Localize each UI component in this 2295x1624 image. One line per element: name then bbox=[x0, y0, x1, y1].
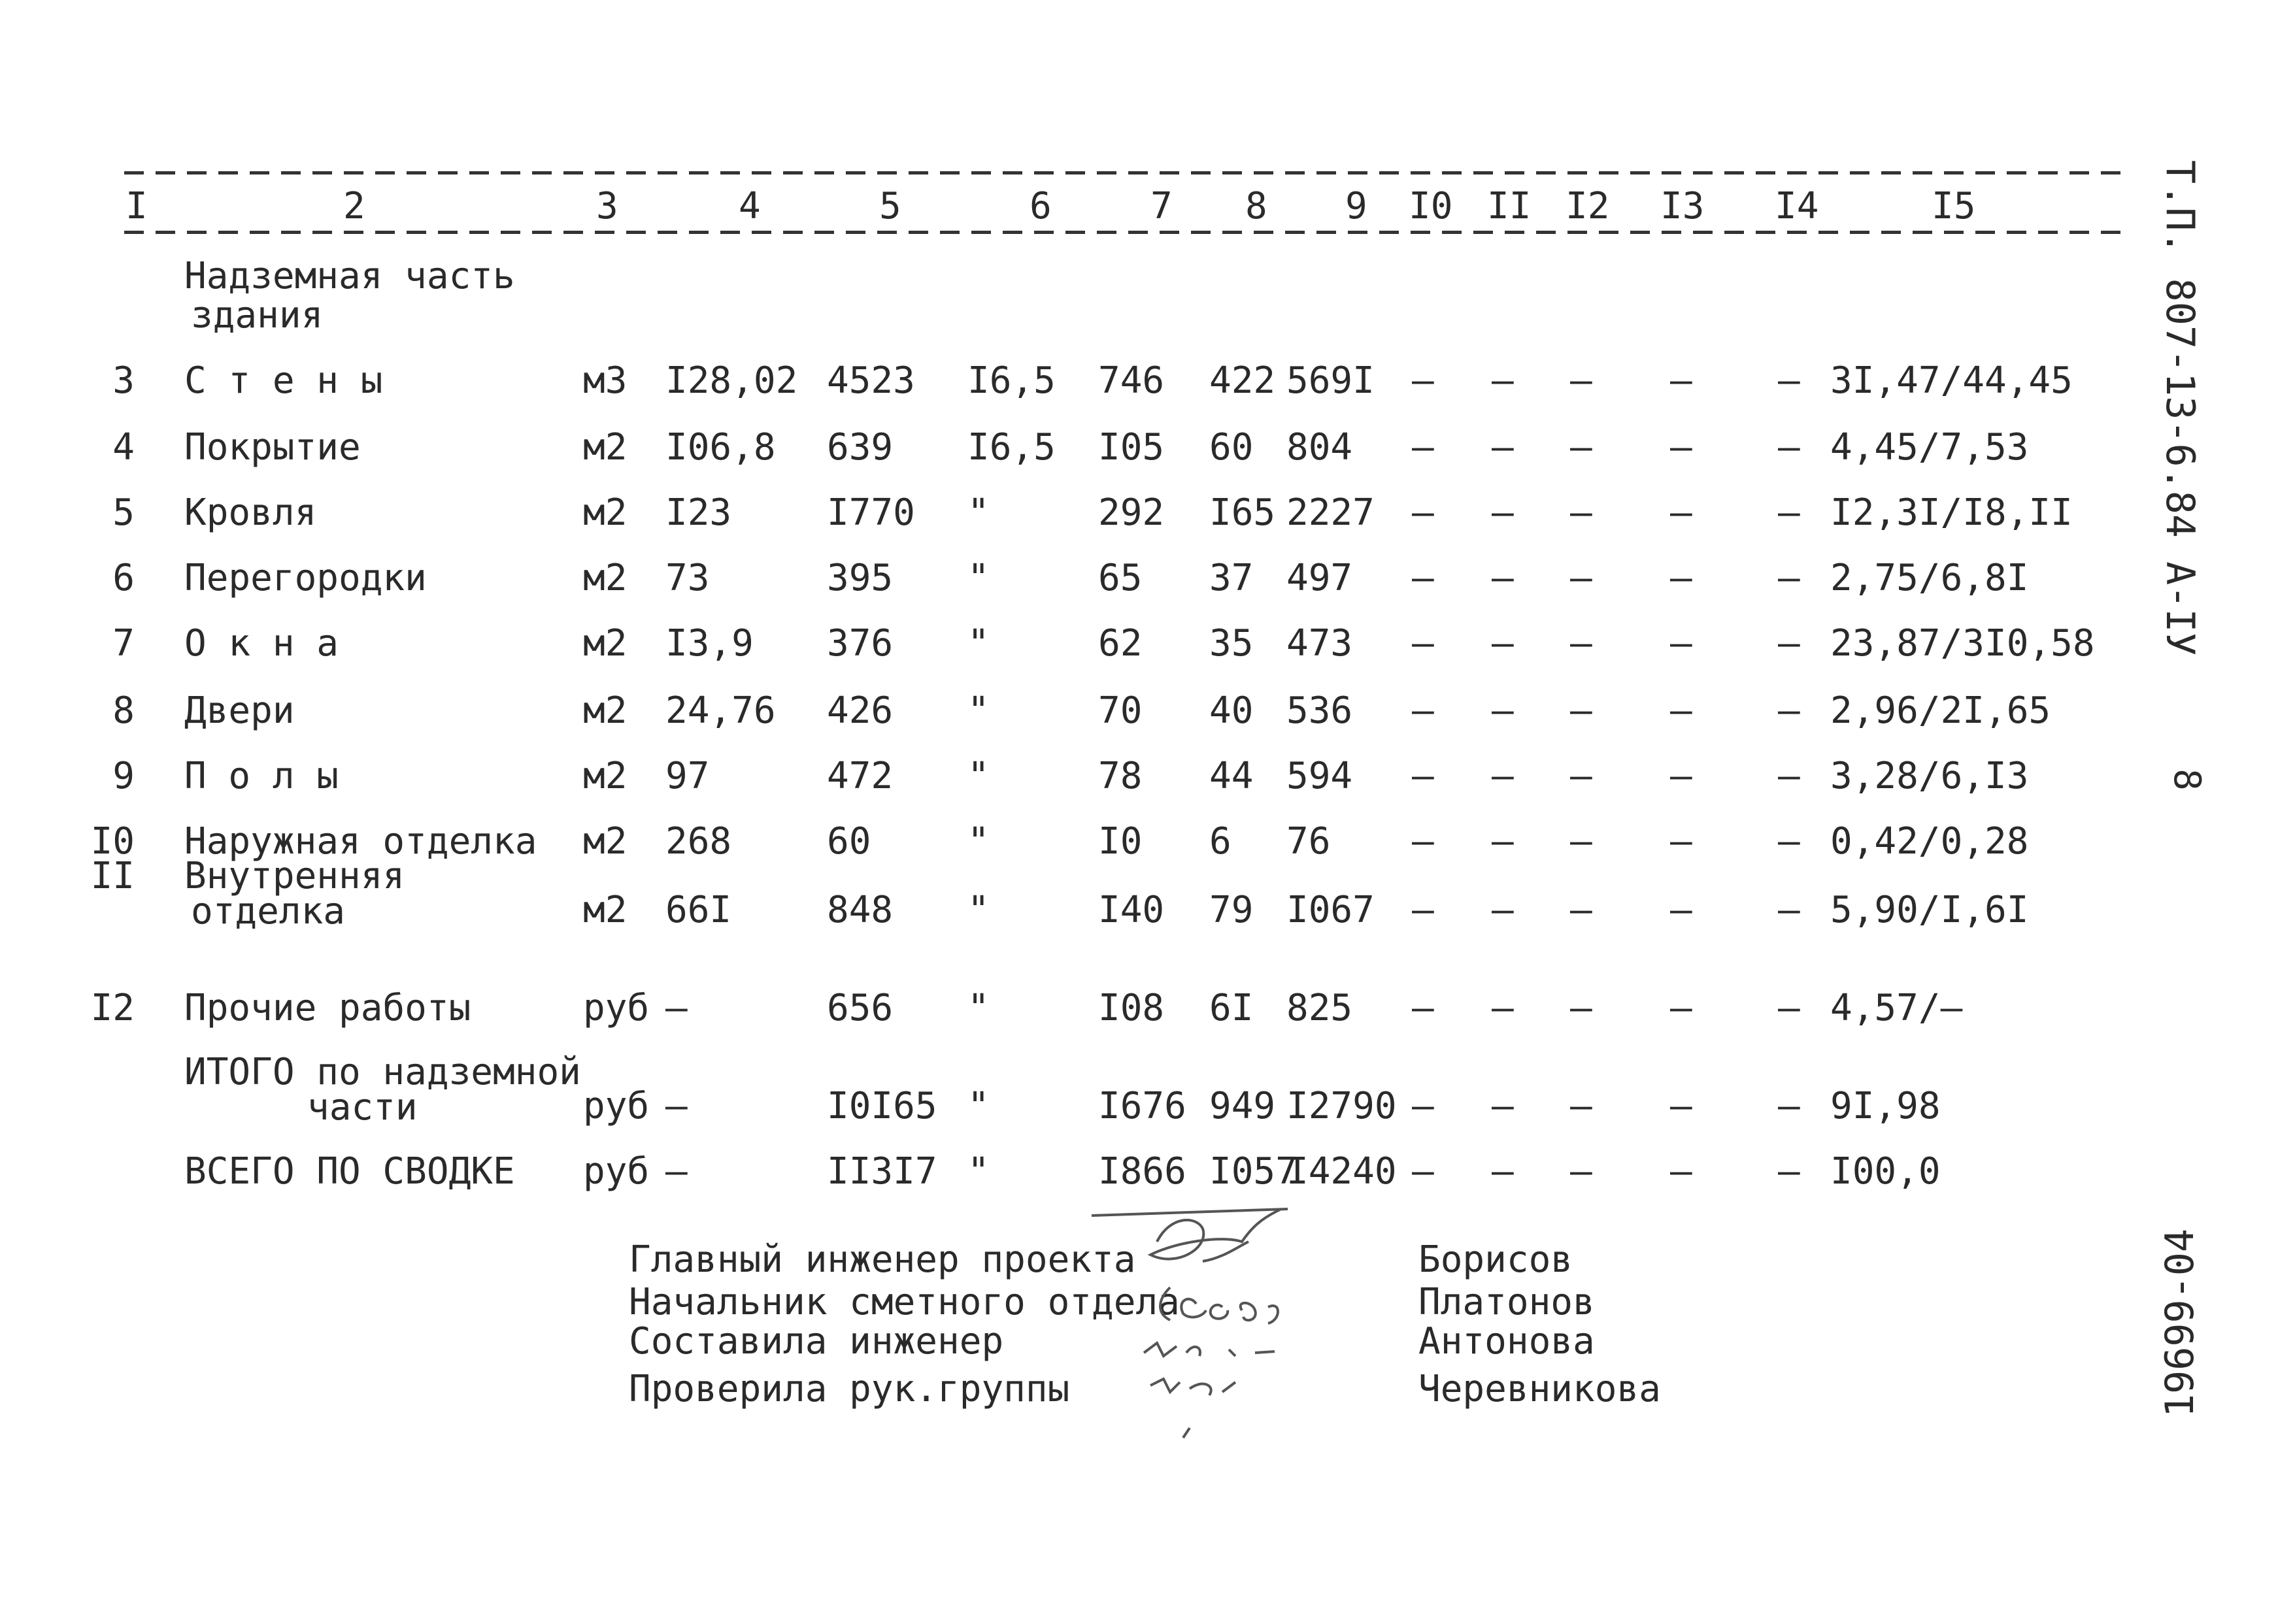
cell-c10: – bbox=[1412, 359, 1434, 402]
cell-c14: – bbox=[1778, 1085, 1800, 1127]
cell-c10: – bbox=[1412, 1150, 1434, 1193]
cell-c6: " bbox=[967, 1085, 990, 1127]
document-code: Т.П. 807-13-6.84 А-IУ bbox=[2157, 160, 2203, 656]
cell-num: I0 bbox=[90, 820, 135, 863]
cell-c6: " bbox=[967, 820, 990, 863]
cell-c6: " bbox=[967, 622, 990, 665]
cell-c6: " bbox=[967, 755, 990, 797]
cell-c12: – bbox=[1570, 889, 1592, 931]
signature-name: Черевникова bbox=[1418, 1368, 1661, 1410]
cell-c15: 5,90/I,6I bbox=[1830, 889, 2029, 931]
cell-c4: I3,9 bbox=[665, 622, 754, 665]
cell-c9: 569I bbox=[1286, 359, 1375, 402]
cell-c15: 2,75/6,8I bbox=[1830, 557, 2029, 599]
cell-c12: – bbox=[1570, 987, 1592, 1029]
cell-c8: 37 bbox=[1209, 557, 1254, 599]
cell-num: 4 bbox=[112, 426, 135, 469]
cell-num: 3 bbox=[112, 359, 135, 402]
cell-c10: – bbox=[1412, 889, 1434, 931]
cell-c13: — bbox=[1670, 1150, 1692, 1193]
cell-c13: – bbox=[1670, 491, 1692, 534]
cell-c5: 395 bbox=[827, 557, 894, 599]
cell-c12: – bbox=[1570, 426, 1592, 469]
column-header-8: 8 bbox=[1245, 185, 1267, 227]
cell-c6: " bbox=[967, 889, 990, 931]
cell-c11: – bbox=[1492, 689, 1514, 732]
cell-c8: 79 bbox=[1209, 889, 1254, 931]
column-header-15: I5 bbox=[1932, 185, 1976, 227]
cell-c7: I05 bbox=[1098, 426, 1165, 469]
cell-c15: 4,45/7,53 bbox=[1830, 426, 2029, 469]
cell-c15: 3I,47/44,45 bbox=[1830, 359, 2073, 402]
cell-c5: 639 bbox=[827, 426, 894, 469]
cell-c12: – bbox=[1570, 689, 1592, 732]
cell-c14: – bbox=[1778, 987, 1800, 1029]
cell-name-line2: части bbox=[307, 1086, 418, 1129]
cell-c5: I0I65 bbox=[827, 1085, 937, 1127]
signature-role: Начальник сметного отдела bbox=[629, 1281, 1180, 1323]
cell-c5: 472 bbox=[827, 755, 894, 797]
cell-num: 8 bbox=[112, 689, 135, 732]
cell-c9: I2790 bbox=[1286, 1085, 1397, 1127]
cell-c11: – bbox=[1492, 426, 1514, 469]
cell-c4: I06,8 bbox=[665, 426, 776, 469]
cell-c13: – bbox=[1670, 557, 1692, 599]
cell-c13: – bbox=[1670, 622, 1692, 665]
cell-name-line2: отделка bbox=[191, 890, 346, 933]
cell-name: Наружная отделка bbox=[184, 820, 537, 863]
cell-c10: – bbox=[1412, 426, 1434, 469]
cell-c9: 594 bbox=[1286, 755, 1353, 797]
cell-c4: – bbox=[665, 987, 688, 1029]
cell-num: 6 bbox=[112, 557, 135, 599]
cell-c14: – bbox=[1778, 622, 1800, 665]
cell-c6: " bbox=[967, 689, 990, 732]
cell-c10: – bbox=[1412, 987, 1434, 1029]
cell-c10: – bbox=[1412, 820, 1434, 863]
cell-c4: 73 bbox=[665, 557, 710, 599]
cell-c11: – bbox=[1492, 755, 1514, 797]
cell-unit: м2 bbox=[583, 622, 628, 665]
cell-c13: – bbox=[1670, 359, 1692, 402]
cell-c10: – bbox=[1412, 689, 1434, 732]
cell-c5: II3I7 bbox=[827, 1150, 937, 1193]
header-top-rule bbox=[124, 171, 2131, 174]
cell-c15: I00,0 bbox=[1830, 1150, 1941, 1193]
cell-c7: 65 bbox=[1098, 557, 1143, 599]
column-header-1: I bbox=[126, 185, 148, 227]
cell-c10: – bbox=[1412, 1085, 1434, 1127]
cell-unit: м2 bbox=[583, 491, 628, 534]
cell-c8: I057 bbox=[1209, 1150, 1298, 1193]
cell-c11: – bbox=[1492, 987, 1514, 1029]
cell-c5: I770 bbox=[827, 491, 915, 534]
cell-c13: – bbox=[1670, 755, 1692, 797]
column-header-2: 2 bbox=[343, 185, 365, 227]
column-header-10: I0 bbox=[1409, 185, 1453, 227]
cell-c13: – bbox=[1670, 426, 1692, 469]
cell-num: 5 bbox=[112, 491, 135, 534]
cell-unit: м2 bbox=[583, 426, 628, 469]
cell-c13: – bbox=[1670, 689, 1692, 732]
cell-c8: I65 bbox=[1209, 491, 1276, 534]
header-bottom-rule bbox=[124, 231, 2131, 234]
cell-c5: 60 bbox=[827, 820, 871, 863]
cell-num: II bbox=[90, 855, 135, 897]
cell-c15: 4,57/– bbox=[1830, 987, 1963, 1029]
column-header-11: II bbox=[1487, 185, 1532, 227]
cell-name: С т е н ы bbox=[184, 359, 383, 402]
cell-name: Двери bbox=[184, 689, 295, 732]
cell-c15: 23,87/3I0,58 bbox=[1830, 622, 2095, 665]
cell-c7: I676 bbox=[1098, 1085, 1186, 1127]
cell-c7: I0 bbox=[1098, 820, 1143, 863]
cell-c6: " bbox=[967, 1150, 990, 1193]
cell-unit: руб bbox=[583, 1150, 650, 1193]
cell-c9: 76 bbox=[1286, 820, 1331, 863]
cell-c4: – bbox=[665, 1150, 688, 1193]
cell-c12: – bbox=[1570, 491, 1592, 534]
cell-c8: 35 bbox=[1209, 622, 1254, 665]
signature-name: Борисов bbox=[1418, 1238, 1573, 1281]
signature-name: Платонов bbox=[1418, 1281, 1595, 1323]
cell-c13: – bbox=[1670, 1085, 1692, 1127]
cell-c15: I2,3I/I8,II bbox=[1830, 491, 2073, 534]
cell-c10: – bbox=[1412, 491, 1434, 534]
cell-c12: – bbox=[1570, 557, 1592, 599]
cell-c5: 656 bbox=[827, 987, 894, 1029]
cell-name: Перегородки bbox=[184, 557, 427, 599]
cell-c15: 3,28/6,I3 bbox=[1830, 755, 2029, 797]
column-header-9: 9 bbox=[1345, 185, 1367, 227]
cell-c11: – bbox=[1492, 1085, 1514, 1127]
cell-c11: – bbox=[1492, 889, 1514, 931]
cell-c14: – bbox=[1778, 889, 1800, 931]
handwritten-signatures bbox=[1072, 1196, 1412, 1457]
cell-unit: руб bbox=[583, 987, 650, 1029]
cell-name: Кровля bbox=[184, 491, 317, 534]
cell-c5: 426 bbox=[827, 689, 894, 732]
cell-name: О к н а bbox=[184, 622, 339, 665]
column-header-3: 3 bbox=[596, 185, 618, 227]
cell-c15: 2,96/2I,65 bbox=[1830, 689, 2051, 732]
cell-name: Внутренняя bbox=[184, 855, 405, 897]
cell-c7: 746 bbox=[1098, 359, 1165, 402]
section-title-line2: здания bbox=[191, 294, 324, 337]
cell-c9: 473 bbox=[1286, 622, 1353, 665]
cell-c7: 62 bbox=[1098, 622, 1143, 665]
page-number: 8 bbox=[2165, 769, 2208, 791]
cell-c6: " bbox=[967, 491, 990, 534]
cell-name: Прочие работы bbox=[184, 987, 471, 1029]
cell-c12: – bbox=[1570, 622, 1592, 665]
cell-unit: м2 bbox=[583, 820, 628, 863]
cell-c14: – bbox=[1778, 359, 1800, 402]
cell-c10: – bbox=[1412, 622, 1434, 665]
cell-c4: 97 bbox=[665, 755, 710, 797]
cell-c5: 376 bbox=[827, 622, 894, 665]
cell-c11: – bbox=[1492, 557, 1514, 599]
cell-c8: 60 bbox=[1209, 426, 1254, 469]
column-header-5: 5 bbox=[879, 185, 901, 227]
cell-c13: – bbox=[1670, 889, 1692, 931]
cell-c11: – bbox=[1492, 491, 1514, 534]
cell-num: I2 bbox=[90, 987, 135, 1029]
cell-c6: I6,5 bbox=[967, 359, 1056, 402]
cell-c14: – bbox=[1778, 689, 1800, 732]
cell-c8: 422 bbox=[1209, 359, 1276, 402]
cell-c8: 40 bbox=[1209, 689, 1254, 732]
cell-num: 7 bbox=[112, 622, 135, 665]
cell-c6: " bbox=[967, 987, 990, 1029]
cell-unit: м3 bbox=[583, 359, 628, 402]
cell-c11: – bbox=[1492, 359, 1514, 402]
cell-c9: 536 bbox=[1286, 689, 1353, 732]
column-header-12: I2 bbox=[1566, 185, 1610, 227]
cell-c7: I866 bbox=[1098, 1150, 1186, 1193]
cell-c12: – bbox=[1570, 359, 1592, 402]
cell-c6: " bbox=[967, 557, 990, 599]
cell-c14: – bbox=[1778, 426, 1800, 469]
cell-c7: I40 bbox=[1098, 889, 1165, 931]
cell-unit: м2 bbox=[583, 755, 628, 797]
cell-c5: 848 bbox=[827, 889, 894, 931]
signature-role: Проверила рук.группы bbox=[629, 1368, 1070, 1410]
cell-c8: 6I bbox=[1209, 987, 1254, 1029]
cell-c4: I28,02 bbox=[665, 359, 798, 402]
cell-c11: – bbox=[1492, 820, 1514, 863]
cell-c15: 9I,98 bbox=[1830, 1085, 1941, 1127]
column-header-7: 7 bbox=[1150, 185, 1173, 227]
cell-c7: 292 bbox=[1098, 491, 1165, 534]
cell-c10: – bbox=[1412, 755, 1434, 797]
signature-role: Главный инженер проекта bbox=[629, 1238, 1136, 1281]
cell-c4: 24,76 bbox=[665, 689, 776, 732]
column-header-4: 4 bbox=[739, 185, 761, 227]
cell-c12: – bbox=[1570, 1085, 1592, 1127]
cell-c14: – bbox=[1778, 820, 1800, 863]
cell-name: Покрытие bbox=[184, 426, 361, 469]
cell-c9: 804 bbox=[1286, 426, 1353, 469]
cell-c8: 44 bbox=[1209, 755, 1254, 797]
cell-name: ВСЕГО ПО СВОДКЕ bbox=[184, 1150, 515, 1193]
cell-c14: – bbox=[1778, 755, 1800, 797]
cell-unit: м2 bbox=[583, 889, 628, 931]
cell-c7: 70 bbox=[1098, 689, 1143, 732]
cell-c11: – bbox=[1492, 1150, 1514, 1193]
cell-c7: I08 bbox=[1098, 987, 1165, 1029]
cell-c15: 0,42/0,28 bbox=[1830, 820, 2029, 863]
cell-c4: I23 bbox=[665, 491, 732, 534]
cell-c9: I4240 bbox=[1286, 1150, 1397, 1193]
cell-c4: – bbox=[665, 1085, 688, 1127]
cell-c10: – bbox=[1412, 557, 1434, 599]
cell-c9: 497 bbox=[1286, 557, 1353, 599]
cell-c6: I6,5 bbox=[967, 426, 1056, 469]
cell-c14: – bbox=[1778, 1150, 1800, 1193]
cell-c7: 78 bbox=[1098, 755, 1143, 797]
section-title-line1: Надземная часть bbox=[184, 255, 515, 297]
cell-c9: I067 bbox=[1286, 889, 1375, 931]
cell-c12: – bbox=[1570, 1150, 1592, 1193]
archive-number: 19699-04 bbox=[2157, 1229, 2203, 1417]
cell-c13: – bbox=[1670, 820, 1692, 863]
signature-name: Антонова bbox=[1418, 1320, 1595, 1363]
column-header-13: I3 bbox=[1660, 185, 1705, 227]
cell-c9: 825 bbox=[1286, 987, 1353, 1029]
cell-c11: – bbox=[1492, 622, 1514, 665]
cell-name: ИТОГО по надземной bbox=[184, 1051, 581, 1093]
column-header-14: I4 bbox=[1775, 185, 1819, 227]
cell-c8: 6 bbox=[1209, 820, 1231, 863]
column-header-6: 6 bbox=[1030, 185, 1052, 227]
cell-unit: м2 bbox=[583, 689, 628, 732]
cell-c5: 4523 bbox=[827, 359, 915, 402]
cell-c4: 268 bbox=[665, 820, 732, 863]
cell-unit: м2 bbox=[583, 557, 628, 599]
cell-unit: руб bbox=[583, 1085, 650, 1127]
cell-c13: – bbox=[1670, 987, 1692, 1029]
cell-c12: – bbox=[1570, 820, 1592, 863]
cell-c9: 2227 bbox=[1286, 491, 1375, 534]
cell-c14: – bbox=[1778, 491, 1800, 534]
cell-c14: – bbox=[1778, 557, 1800, 599]
cell-c8: 949 bbox=[1209, 1085, 1276, 1127]
cell-c12: – bbox=[1570, 755, 1592, 797]
cell-c4: 66I bbox=[665, 889, 732, 931]
cell-name: П о л ы bbox=[184, 755, 339, 797]
cell-num: 9 bbox=[112, 755, 135, 797]
signature-role: Составила инженер bbox=[629, 1320, 1004, 1363]
